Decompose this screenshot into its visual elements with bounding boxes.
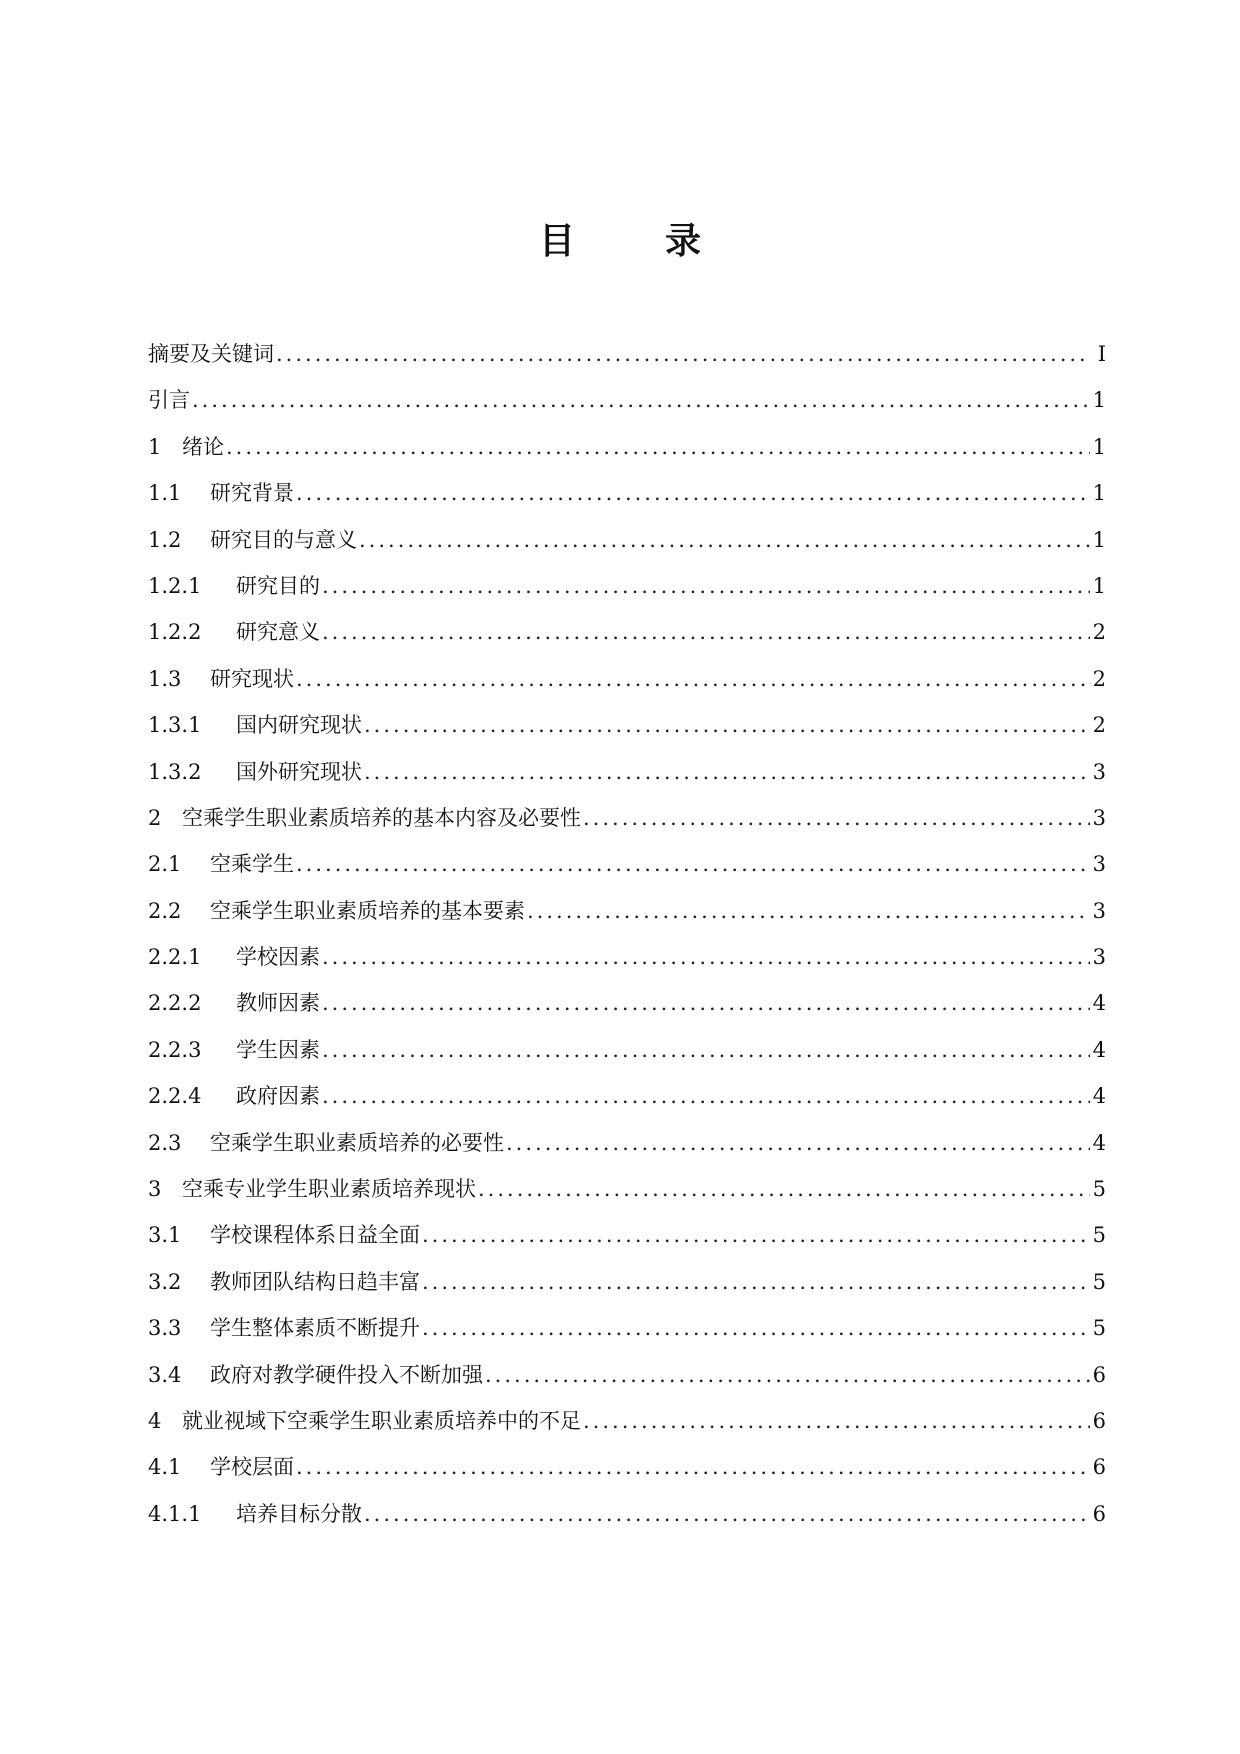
toc-entry-number: 3	[148, 1177, 162, 1202]
toc-entry[interactable]	[148, 1498, 1106, 1544]
toc-entry-title: 研究意义	[236, 620, 320, 645]
title-char-2: 录	[665, 221, 702, 262]
toc-entry-page-number: 6	[1092, 1501, 1106, 1526]
toc-entry-title: 学校课程体系日益全面	[210, 1223, 420, 1248]
toc-leader-dots	[422, 1270, 1090, 1294]
toc-entry-page-number: 5	[1092, 1269, 1106, 1294]
toc-entry-page-number: 1	[1092, 388, 1106, 413]
toc-entry[interactable]	[148, 1080, 1106, 1126]
toc-leader-dots	[422, 1223, 1090, 1247]
toc-entry[interactable]	[148, 987, 1106, 1033]
toc-leader-dots	[422, 1316, 1090, 1340]
toc-leader-dots	[322, 1038, 1090, 1062]
toc-entry[interactable]	[148, 895, 1106, 941]
toc-leader-dots	[506, 1131, 1090, 1155]
toc-leader-dots	[364, 713, 1090, 737]
toc-entry-title: 研究现状	[210, 666, 294, 691]
toc-entry-page-number: I	[1097, 342, 1106, 366]
toc-entry-page-number: 4	[1092, 1037, 1106, 1062]
toc-entry-title: 摘要及关键词	[148, 342, 274, 366]
toc-entry-number: 3.1	[148, 1223, 182, 1248]
title-char-1: 目	[538, 221, 575, 262]
toc-leader-dots	[296, 481, 1090, 505]
toc-entry[interactable]	[148, 616, 1106, 662]
toc-entry-page-number: 3	[1092, 945, 1106, 970]
toc-entry-page-number: 3	[1092, 852, 1106, 877]
toc-leader-dots	[322, 991, 1090, 1015]
toc-entry-page-number: 6	[1092, 1408, 1106, 1433]
toc-leader-dots	[226, 435, 1090, 459]
toc-leader-dots	[322, 620, 1090, 644]
toc-entry[interactable]	[148, 338, 1106, 384]
toc-entry-title: 空乘学生职业素质培养的基本要素	[210, 898, 525, 923]
toc-entry-page-number: 6	[1092, 1362, 1106, 1387]
toc-entry-number: 1	[148, 434, 162, 459]
toc-entry-number: 4	[148, 1408, 162, 1433]
toc-entry[interactable]	[148, 1359, 1106, 1405]
toc-entry[interactable]	[148, 756, 1106, 802]
toc-entry[interactable]	[148, 1266, 1106, 1312]
toc-entry-title: 研究目的与意义	[210, 527, 357, 552]
toc-entry[interactable]	[148, 802, 1106, 848]
toc-entry-number: 1.2	[148, 527, 182, 552]
toc-entry-number: 1.1	[148, 481, 182, 506]
toc-entry-number: 3.2	[148, 1269, 182, 1294]
toc-entry-number: 2.2.3	[148, 1037, 202, 1062]
toc-entry-number: 1.3.2	[148, 759, 202, 784]
toc-entry[interactable]	[148, 663, 1106, 709]
toc-entry-page-number: 4	[1092, 991, 1106, 1016]
toc-leader-dots	[296, 1455, 1090, 1479]
toc-entry-title: 空乘专业学生职业素质培养现状	[182, 1177, 476, 1202]
toc-entry-title: 学生整体素质不断提升	[210, 1316, 420, 1341]
toc-leader-dots	[322, 1084, 1090, 1108]
toc-entry-page-number: 1	[1092, 573, 1106, 598]
toc-entry-number: 2.3	[148, 1130, 182, 1155]
toc-entry-page-number: 2	[1092, 713, 1106, 738]
toc-entry-number: 3.3	[148, 1316, 182, 1341]
toc-entry-title: 研究背景	[210, 481, 294, 506]
toc-entry-page-number: 3	[1092, 805, 1106, 830]
toc-entry[interactable]	[148, 384, 1106, 430]
toc-leader-dots	[192, 388, 1090, 412]
toc-entry-number: 1.2.1	[148, 573, 202, 598]
toc-entry-title: 教师因素	[236, 991, 320, 1016]
toc-entry-page-number: 5	[1092, 1223, 1106, 1248]
toc-entry-title: 学生因素	[236, 1037, 320, 1062]
toc-leader-dots	[322, 574, 1090, 598]
toc-leader-dots	[527, 899, 1090, 923]
toc-entry-title: 培养目标分散	[236, 1501, 362, 1526]
toc-entry-number: 3.4	[148, 1362, 182, 1387]
toc-entry[interactable]	[148, 570, 1106, 616]
toc-entry-number: 2.2	[148, 898, 182, 923]
toc-entry-number: 2	[148, 805, 162, 830]
toc-leader-dots	[364, 1502, 1090, 1526]
toc-entry-title: 就业视域下空乘学生职业素质培养中的不足	[182, 1408, 581, 1433]
toc-entry[interactable]	[148, 1034, 1106, 1080]
toc-entry-page-number: 3	[1092, 898, 1106, 923]
toc-entry[interactable]	[148, 1451, 1106, 1497]
toc-entry-page-number: 2	[1092, 666, 1106, 691]
toc-entry-number: 2.1	[148, 852, 182, 877]
toc-entry-title: 引言	[148, 388, 190, 413]
toc-leader-dots	[322, 945, 1090, 969]
toc-leader-dots	[364, 760, 1090, 784]
toc-entry-title: 研究目的	[236, 573, 320, 598]
toc-entry-title: 学校因素	[236, 945, 320, 970]
toc-entry-title: 学校层面	[210, 1455, 294, 1480]
toc-entry-title: 绪论	[182, 434, 224, 459]
toc-entry-title: 教师团队结构日趋丰富	[210, 1269, 420, 1294]
toc-entry-page-number: 1	[1092, 527, 1106, 552]
toc-entry[interactable]	[148, 1219, 1106, 1265]
toc-entry-page-number: 4	[1092, 1130, 1106, 1155]
toc-entry-number: 4.1	[148, 1455, 182, 1480]
page-title	[0, 218, 1240, 266]
toc-entry[interactable]	[148, 524, 1106, 570]
toc-entry-number: 4.1.1	[148, 1501, 202, 1526]
toc-leader-dots	[583, 1409, 1090, 1433]
toc-entry-page-number: 4	[1092, 1084, 1106, 1109]
toc-entry-title: 政府因素	[236, 1084, 320, 1109]
toc-entry-number: 1.2.2	[148, 620, 202, 645]
toc-entry-number: 1.3.1	[148, 713, 202, 738]
toc-entry-title: 空乘学生	[210, 852, 294, 877]
toc-entry-title: 空乘学生职业素质培养的必要性	[210, 1130, 504, 1155]
toc-leader-dots	[296, 852, 1090, 876]
toc-entry-page-number: 5	[1092, 1177, 1106, 1202]
toc-leader-dots	[583, 806, 1090, 830]
toc-entry[interactable]	[148, 848, 1106, 894]
toc-entry[interactable]	[148, 941, 1106, 987]
toc-entry-number: 1.3	[148, 666, 182, 691]
toc-entry-number: 2.2.4	[148, 1084, 202, 1109]
table-of-contents	[148, 338, 1106, 1544]
toc-entry[interactable]	[148, 431, 1106, 477]
toc-entry-page-number: 6	[1092, 1455, 1106, 1480]
toc-leader-dots	[276, 342, 1090, 366]
toc-leader-dots	[359, 528, 1090, 552]
toc-entry-title: 国外研究现状	[236, 759, 362, 784]
toc-entry-page-number: 1	[1092, 434, 1106, 459]
toc-entry[interactable]	[148, 709, 1106, 755]
toc-entry-page-number: 3	[1092, 759, 1106, 784]
toc-entry[interactable]	[148, 1127, 1106, 1173]
toc-entry-title: 国内研究现状	[236, 713, 362, 738]
toc-entry-page-number: 1	[1092, 481, 1106, 506]
toc-leader-dots	[485, 1363, 1090, 1387]
toc-entry[interactable]	[148, 1312, 1106, 1358]
toc-entry[interactable]	[148, 1173, 1106, 1219]
toc-leader-dots	[478, 1177, 1090, 1201]
toc-entry-title: 空乘学生职业素质培养的基本内容及必要性	[182, 805, 581, 830]
toc-entry-number: 2.2.1	[148, 945, 202, 970]
toc-leader-dots	[296, 667, 1090, 691]
toc-entry-title: 政府对教学硬件投入不断加强	[210, 1362, 483, 1387]
toc-entry-number: 2.2.2	[148, 991, 202, 1016]
toc-entry[interactable]	[148, 477, 1106, 523]
toc-entry-page-number: 2	[1092, 620, 1106, 645]
toc-entry-page-number: 5	[1092, 1316, 1106, 1341]
toc-entry[interactable]	[148, 1405, 1106, 1451]
